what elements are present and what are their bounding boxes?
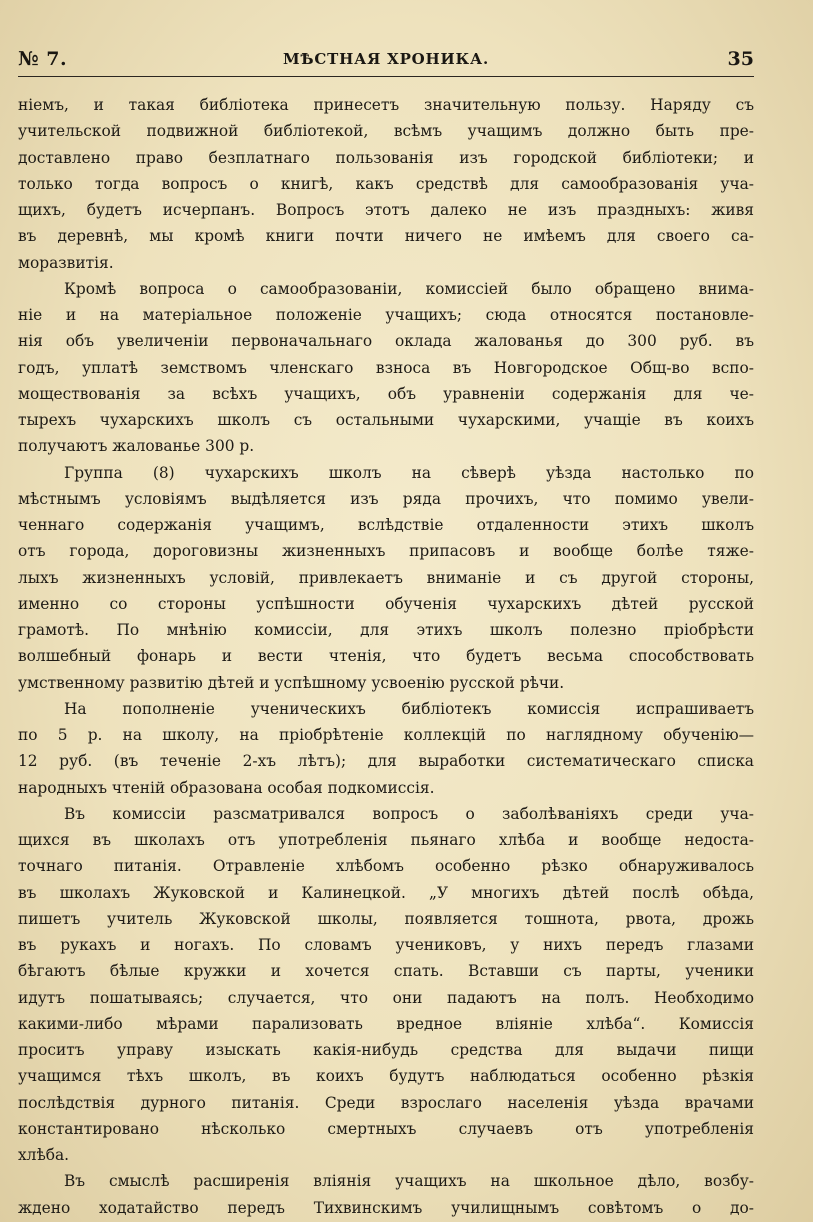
text-line: грамотѣ. По мнѣнію комиссіи, для этихъ школъ полезно пріобрѣсти bbox=[18, 621, 754, 639]
text-line: лыхъ жизненныхъ условій, привлекаетъ вниманіе и съ другой стороны, bbox=[18, 568, 754, 587]
text-line: щихся въ школахъ отъ употребленія пьянаго хлѣба и вообще недоста- bbox=[18, 831, 754, 849]
body-text bbox=[18, 92, 754, 1221]
text-line: въ школахъ Жуковской и Калинецкой. „У многихъ дѣтей послѣ обѣда, bbox=[18, 883, 754, 902]
page-number: 35 bbox=[727, 48, 754, 70]
text-line: доставлено право безплатнаго пользованія изъ городской библіотеки; и bbox=[18, 148, 754, 167]
text-line: годъ, уплатѣ земствомъ членскаго взноса въ Новгородское Общ-во вспо- bbox=[18, 358, 754, 377]
text-line: точнаго питанія. Отравленіе хлѣбомъ особенно рѣзко обнаруживалось bbox=[18, 857, 754, 876]
text-line: Кромѣ вопроса о самообразованіи, комиссіей было обращено внима- bbox=[64, 279, 754, 298]
running-title: МѢСТНАЯ ХРОНИКА. bbox=[283, 50, 489, 68]
text-line: учащимся тѣхъ школъ, въ коихъ будутъ наблюдаться особенно рѣзкія bbox=[18, 1067, 754, 1086]
text-line: Въ комиссіи разсматривался вопросъ о заболѣваніяхъ среди уча- bbox=[64, 804, 754, 823]
text-line: въ рукахъ и ногахъ. По словамъ учениковъ, у нихъ передъ глазами bbox=[18, 936, 754, 954]
text-line: проситъ управу изыскать какія-нибудь средства для выдачи пищи bbox=[18, 1041, 754, 1059]
text-line: въ деревнѣ, мы кромѣ книги почти ничего не имѣемъ для своего са- bbox=[18, 227, 754, 246]
text-line: народныхъ чтеній образована особая подкомиссія. bbox=[18, 778, 435, 797]
text-line: только тогда вопросъ о книгѣ, какъ средствѣ для самообразованія уча- bbox=[18, 174, 754, 193]
text-line: мѣстнымъ условіямъ выдѣляется изъ ряда прочихъ, что помимо увели- bbox=[18, 489, 754, 508]
text-line: по 5 р. на школу, на пріобрѣтеніе коллекцій по наглядному обученію— bbox=[18, 726, 754, 744]
text-line: хлѣба. bbox=[18, 1146, 70, 1164]
text-line: ченнаго содержанія учащимъ, вслѣдствіе отдаленности этихъ школъ bbox=[18, 516, 754, 534]
text-line: моразвитія. bbox=[18, 253, 114, 272]
text-line: какими-либо мѣрами парализовать вредное вліяніе хлѣба“. Комиссія bbox=[18, 1014, 754, 1033]
text-line: Группа (8) чухарскихъ школъ на сѣверѣ уѣзда настолько по bbox=[64, 463, 754, 482]
text-line: тырехъ чухарскихъ школъ съ остальными чухарскими, учащіе въ коихъ bbox=[18, 411, 754, 429]
text-line: ніе и на матеріальное положеніе учащихъ; сюда относятся постановле- bbox=[18, 306, 754, 324]
text-line: отъ города, дороговизны жизненныхъ припасовъ и вообще болѣе тяже- bbox=[18, 542, 754, 561]
text-line: нія объ увеличеніи первоначальнаго оклада жалованья до 300 руб. въ bbox=[18, 332, 754, 351]
page-header bbox=[18, 44, 754, 78]
text-line: бѣгаютъ бѣлые кружки и хочется спать. Вставши съ парты, ученики bbox=[18, 962, 754, 981]
text-line: получаютъ жалованье 300 р. bbox=[18, 437, 255, 456]
text-line: На пополненіе ученическихъ библіотекъ комиссія испрашиваетъ bbox=[64, 699, 754, 718]
text-line: идутъ пошатываясь; случается, что они падаютъ на полъ. Необходимо bbox=[18, 988, 754, 1007]
header-rule bbox=[18, 76, 754, 77]
text-line: ждено ходатайство передъ Тихвинскимъ училищнымъ совѣтомъ о до- bbox=[18, 1198, 754, 1217]
text-line: константировано нѣсколько смертныхъ случаевъ отъ употребленія bbox=[18, 1119, 754, 1138]
text-line: ніемъ, и такая библіотека принесетъ значительную пользу. Наряду съ bbox=[18, 96, 754, 114]
text-line: послѣдствія дурного питанія. Среди взрослаго населенія уѣзда врачами bbox=[18, 1093, 754, 1112]
text-line: волшебный фонарь и вести чтенія, что будетъ весьма способствовать bbox=[18, 647, 754, 666]
text-line: Въ смыслѣ расширенія вліянія учащихъ на школьное дѣло, возбу- bbox=[64, 1172, 754, 1191]
text-line: пишетъ учитель Жуковской школы, появляется тошнота, рвота, дрожь bbox=[18, 909, 754, 928]
issue-number: № 7. bbox=[18, 48, 68, 70]
text-line: именно со стороны успѣшности обученія чухарскихъ дѣтей русской bbox=[18, 594, 754, 613]
text-line: 12 руб. (въ теченіе 2-хъ лѣтъ); для выработки систематическаго списка bbox=[18, 752, 754, 771]
text-line: умственному развитію дѣтей и успѣшному усвоенію русской рѣчи. bbox=[18, 673, 565, 692]
text-line: щихъ, будетъ исчерпанъ. Вопросъ этотъ далеко не изъ праздныхъ: живя bbox=[18, 201, 754, 219]
text-line: учительской подвижной библіотекой, всѣмъ учащимъ должно быть пре- bbox=[18, 122, 754, 141]
text-line: моществованія за всѣхъ учащихъ, объ уравненіи содержанія для че- bbox=[18, 384, 754, 403]
